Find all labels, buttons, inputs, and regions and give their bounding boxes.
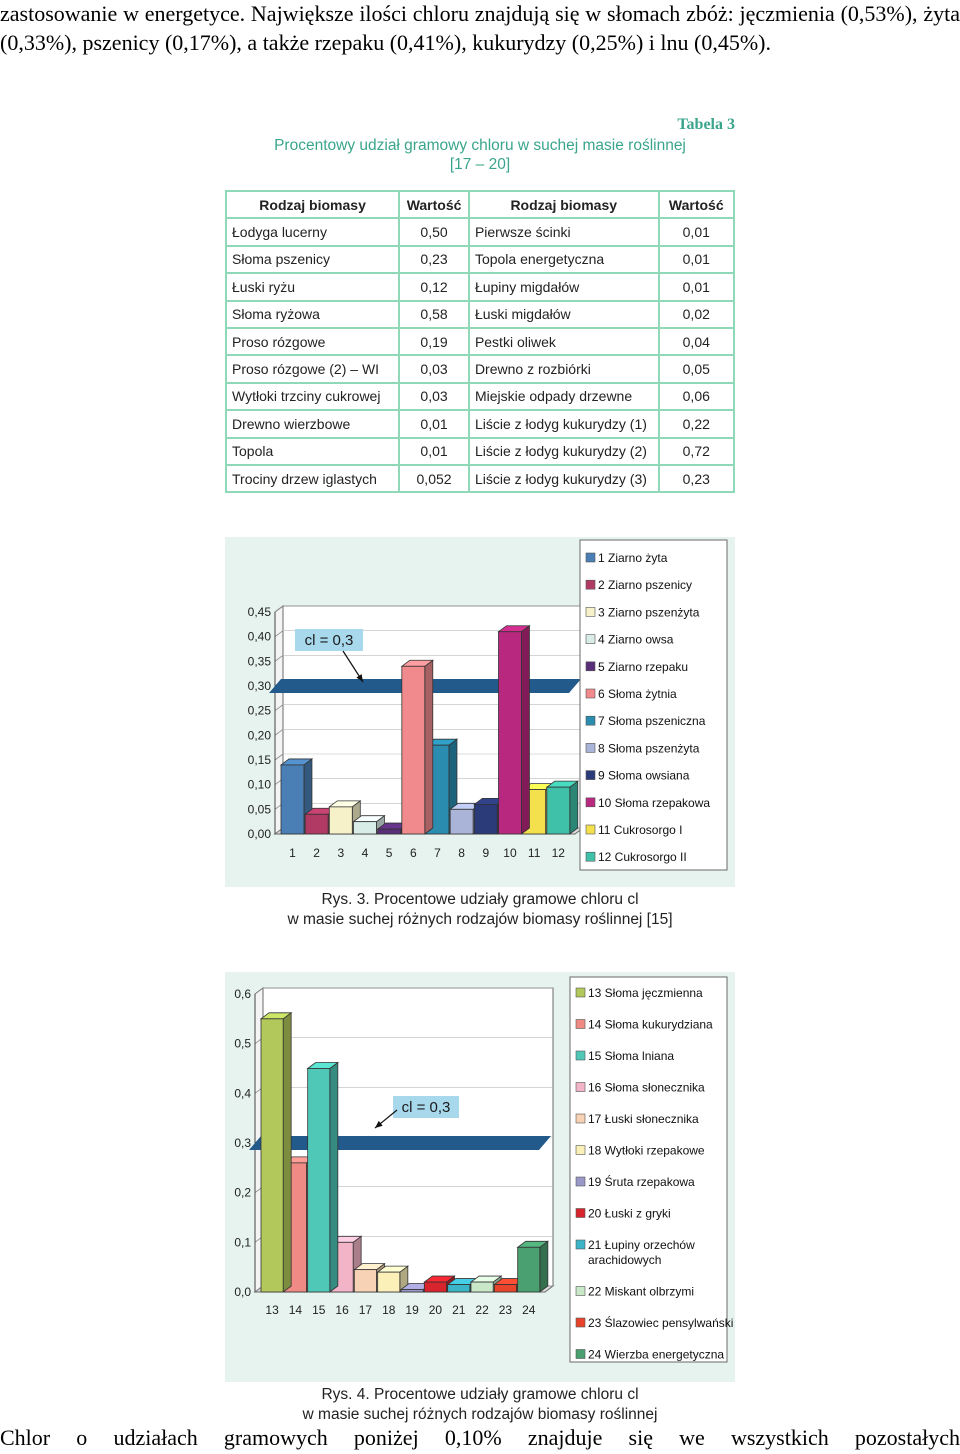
fig3-chart bbox=[225, 537, 735, 887]
y-tick-label: 0,25 bbox=[247, 703, 271, 718]
table-cell-value: 0,23 bbox=[399, 246, 469, 273]
bar-side bbox=[570, 781, 578, 834]
fig3-caption bbox=[225, 890, 735, 929]
table-cell-biomass: Wytłoki trzciny cukrowej bbox=[226, 383, 399, 410]
bar bbox=[354, 1270, 376, 1292]
legend-label: 9 Słoma owsiana bbox=[598, 768, 690, 783]
header-biomass-type-2: Rodzaj biomasy bbox=[469, 191, 659, 218]
y-tick-label: 0,00 bbox=[247, 827, 271, 841]
header-value-1: Wartość bbox=[399, 191, 469, 218]
x-tick-label: 21 bbox=[452, 1303, 466, 1317]
legend-label: 3 Ziarno pszenżyta bbox=[598, 605, 700, 620]
table-cell-value: 0,03 bbox=[399, 383, 469, 410]
fig4-caption bbox=[225, 1385, 735, 1424]
y-tick-label: 0,6 bbox=[234, 987, 251, 1001]
bar-side bbox=[425, 660, 433, 834]
x-tick-label: 7 bbox=[434, 846, 441, 860]
legend-label: 22 Miskant olbrzymi bbox=[588, 1284, 695, 1299]
x-tick-label: 20 bbox=[428, 1303, 443, 1317]
bar bbox=[547, 787, 570, 834]
legend-label: 17 Łuski słonecznika bbox=[588, 1112, 699, 1126]
x-tick-label: 14 bbox=[288, 1303, 303, 1317]
legend-label: 4 Ziarno owsa bbox=[598, 632, 674, 647]
y-tick-label: 0,2 bbox=[234, 1185, 251, 1200]
legend-label: 14 Słoma kukurydziana bbox=[588, 1017, 713, 1032]
legend-label: 6 Słoma żytnia bbox=[598, 687, 677, 701]
table-row bbox=[226, 383, 734, 410]
table-cell-biomass: Słoma pszenicy bbox=[226, 246, 399, 273]
table-cell-value: 0,02 bbox=[659, 301, 734, 328]
table-cell-value: 0,01 bbox=[659, 246, 734, 273]
y-tick-label: 0,5 bbox=[234, 1036, 251, 1051]
legend-label: arachidowych bbox=[588, 1253, 662, 1267]
legend-label: 13 Słoma jęczmienna bbox=[588, 986, 703, 1000]
x-tick-label: 17 bbox=[358, 1303, 373, 1317]
table-cell-biomass: Proso rózgowe bbox=[226, 328, 399, 355]
table-cell-value: 0,01 bbox=[399, 410, 469, 437]
annotation-label: cl = 0,3 bbox=[401, 1099, 451, 1116]
table-cell-biomass: Łuski migdałów bbox=[469, 301, 659, 328]
legend-swatch bbox=[576, 1146, 585, 1155]
legend-swatch bbox=[586, 635, 595, 644]
fig4-caption-line1: Rys. 4. Procentowe udziały gramowe chloru cl bbox=[321, 1386, 639, 1403]
table-row bbox=[226, 301, 734, 328]
table-row bbox=[226, 465, 734, 492]
legend-swatch bbox=[576, 988, 585, 997]
x-tick-label: 24 bbox=[522, 1303, 536, 1317]
x-tick-label: 13 bbox=[265, 1303, 279, 1317]
legend-swatch bbox=[576, 1020, 585, 1029]
table-cell-biomass: Topola bbox=[226, 438, 399, 465]
bar-side bbox=[540, 1241, 548, 1292]
bar bbox=[424, 1282, 446, 1292]
table-cell-value: 0,22 bbox=[659, 410, 734, 437]
legend-label: 12 Cukrosorgo II bbox=[598, 850, 687, 865]
fig3-caption-line1 bbox=[225, 890, 735, 910]
bar bbox=[281, 765, 304, 834]
legend-swatch bbox=[586, 852, 595, 861]
y-tick-label: 0,35 bbox=[247, 654, 271, 669]
x-tick-label: 9 bbox=[482, 846, 490, 860]
x-tick-label: 11 bbox=[527, 846, 541, 860]
legend-swatch bbox=[576, 1318, 585, 1327]
table-cell-value: 0,12 bbox=[399, 273, 469, 300]
legend-label: 19 Śruta rzepakowa bbox=[588, 1175, 695, 1189]
x-tick-label: 23 bbox=[498, 1303, 513, 1317]
legend-swatch bbox=[586, 662, 595, 671]
legend-label: 8 Słoma pszenżyta bbox=[598, 741, 700, 756]
bar-side bbox=[521, 626, 529, 834]
legend-label: 5 Ziarno rzepaku bbox=[598, 659, 689, 674]
bar-side bbox=[330, 1063, 338, 1293]
x-tick-label: 12 bbox=[551, 846, 565, 860]
paragraph-bottom: Chlor o udziałach gramowych poniżej 0,10% znajduje się we wszystkich pozostałych bbox=[0, 1425, 960, 1450]
fig3-caption-text1: Rys. 3. Procentowe udziały gramowe chloru cl bbox=[321, 891, 639, 908]
bar-side bbox=[283, 1013, 291, 1292]
y-tick-label: 0,4 bbox=[234, 1086, 251, 1101]
legend-swatch bbox=[576, 1240, 585, 1249]
table-label: Tabela 3 bbox=[677, 116, 735, 133]
table-row bbox=[226, 246, 734, 273]
paragraph-top: zastosowanie w energetyce. Największe ilości chloru znajdują się w słomach zbóż: jęczmienia (0,53%), żyta (0,33%), pszenicy (0,17%), a także rzepaku (0,41%), kukurydzy (0,25%) i lnu (0,45%). bbox=[0, 1, 960, 55]
legend-swatch bbox=[576, 1209, 585, 1218]
x-tick-label: 19 bbox=[405, 1303, 419, 1317]
bar bbox=[308, 1069, 330, 1293]
y-tick-label: 0,45 bbox=[247, 605, 271, 619]
legend-swatch bbox=[586, 771, 595, 780]
table-cell-biomass: Łodyga lucerny bbox=[226, 218, 399, 245]
biomass-table bbox=[225, 190, 735, 493]
bar bbox=[402, 666, 425, 834]
x-tick-label: 8 bbox=[458, 846, 465, 860]
x-tick-label: 1 bbox=[289, 846, 296, 860]
table-cell-biomass: Liście z łodyg kukurydzy (3) bbox=[469, 465, 659, 492]
legend-label: 21 Łupiny orzechów bbox=[588, 1238, 695, 1252]
y-tick-label: 0,40 bbox=[247, 629, 271, 644]
legend-swatch bbox=[576, 1083, 585, 1092]
table-cell-value: 0,01 bbox=[659, 218, 734, 245]
table-cell-value: 0,58 bbox=[399, 301, 469, 328]
table-cell-biomass: Liście z łodyg kukurydzy (1) bbox=[469, 410, 659, 437]
bar bbox=[329, 807, 352, 834]
table-cell-value: 0,052 bbox=[399, 465, 469, 492]
legend-swatch bbox=[586, 743, 595, 752]
y-tick-label: 0,05 bbox=[247, 802, 271, 817]
table-cell-biomass: Pierwsze ścinki bbox=[469, 218, 659, 245]
x-tick-label: 22 bbox=[475, 1303, 489, 1317]
header-value-2: Wartość bbox=[659, 191, 734, 218]
bar bbox=[448, 1285, 470, 1292]
bar bbox=[378, 829, 401, 834]
x-tick-label: 4 bbox=[361, 846, 369, 860]
table-cell-biomass: Łuski ryżu bbox=[226, 273, 399, 300]
y-tick-label: 0,0 bbox=[234, 1285, 251, 1299]
x-tick-label: 15 bbox=[312, 1303, 326, 1317]
table-cell-biomass: Trociny drzew iglastych bbox=[226, 465, 399, 492]
bar bbox=[401, 1290, 423, 1292]
legend-label: 7 Słoma pszeniczna bbox=[598, 714, 706, 729]
bar bbox=[305, 814, 328, 834]
table-cell-value: 0,23 bbox=[659, 465, 734, 492]
legend-swatch bbox=[576, 1350, 585, 1359]
table-row bbox=[226, 218, 734, 245]
legend-label: 11 Cukrosorgo I bbox=[598, 823, 683, 837]
legend-label: 1 Ziarno żyta bbox=[598, 551, 668, 565]
bar bbox=[450, 809, 473, 834]
table-caption-line2: [17 – 20] bbox=[449, 156, 511, 173]
y-tick-label: 0,3 bbox=[234, 1136, 251, 1150]
table-header-row bbox=[226, 191, 734, 218]
table-cell-biomass: Drewno wierzbowe bbox=[226, 410, 399, 437]
x-tick-label: 2 bbox=[313, 846, 320, 860]
table-row bbox=[226, 273, 734, 300]
annotation-label: cl = 0,3 bbox=[304, 632, 354, 649]
fig3-caption-line2: w masie suchej różnych rodzajów biomasy roślinnej [15] bbox=[287, 910, 673, 928]
x-tick-label: 6 bbox=[409, 846, 417, 860]
table-cell-biomass: Drewno z rozbiórki bbox=[469, 355, 659, 382]
x-tick-label: 5 bbox=[385, 846, 393, 860]
bar bbox=[261, 1019, 283, 1292]
header-biomass-type-1: Rodzaj biomasy bbox=[226, 191, 399, 218]
table-cell-value: 0,04 bbox=[659, 328, 734, 355]
bar bbox=[518, 1247, 540, 1292]
bar bbox=[354, 822, 377, 834]
table-caption bbox=[226, 136, 734, 174]
table-cell-value: 0,03 bbox=[399, 355, 469, 382]
table-row bbox=[226, 355, 734, 382]
y-tick-label: 0,30 bbox=[247, 679, 271, 693]
legend-box bbox=[570, 977, 727, 1362]
legend-label: 10 Słoma rzepakowa bbox=[598, 795, 711, 810]
y-tick-label: 0,15 bbox=[247, 753, 271, 767]
x-tick-label: 3 bbox=[337, 846, 345, 860]
table-row bbox=[226, 328, 734, 355]
table-cell-value: 0,19 bbox=[399, 328, 469, 355]
bar bbox=[471, 1282, 493, 1292]
table-cell-biomass: Słoma ryżowa bbox=[226, 301, 399, 328]
table-cell-value: 0,72 bbox=[659, 438, 734, 465]
table-cell-biomass: Topola energetyczna bbox=[469, 246, 659, 273]
x-tick-label: 18 bbox=[382, 1303, 396, 1317]
x-tick-label: 10 bbox=[503, 846, 517, 860]
legend-swatch bbox=[586, 689, 595, 698]
table-row bbox=[226, 410, 734, 437]
fig4-chart bbox=[225, 972, 735, 1382]
legend-swatch bbox=[586, 716, 595, 725]
legend-swatch bbox=[586, 607, 595, 616]
bar bbox=[474, 804, 497, 834]
y-tick-label: 0,10 bbox=[247, 777, 271, 792]
y-tick-label: 0,1 bbox=[234, 1235, 251, 1250]
table-cell-value: 0,06 bbox=[659, 383, 734, 410]
legend-label: 15 Słoma lniana bbox=[588, 1049, 675, 1063]
legend-swatch bbox=[586, 553, 595, 562]
bar bbox=[499, 632, 522, 834]
table-cell-biomass: Liście z łodyg kukurydzy (2) bbox=[469, 438, 659, 465]
table-cell-biomass: Pestki oliwek bbox=[469, 328, 659, 355]
legend-label: 23 Ślazowiec pensylwański bbox=[588, 1316, 734, 1330]
legend-swatch bbox=[576, 1114, 585, 1123]
bar bbox=[378, 1272, 400, 1292]
bar bbox=[494, 1285, 516, 1292]
table-cell-biomass: Miejskie odpady drzewne bbox=[469, 383, 659, 410]
table-row bbox=[226, 438, 734, 465]
reference-band bbox=[249, 1136, 551, 1150]
legend-label: 18 Wytłoki rzepakowe bbox=[588, 1143, 705, 1158]
legend-label: 20 Łuski z gryki bbox=[588, 1206, 671, 1221]
legend-label: 16 Słoma słonecznika bbox=[588, 1080, 705, 1095]
table-cell-value: 0,50 bbox=[399, 218, 469, 245]
fig4-caption-line2: w masie suchej różnych rodzajów biomasy roślinnej bbox=[302, 1405, 658, 1423]
y-tick-label: 0,20 bbox=[247, 728, 271, 743]
table-cell-value: 0,05 bbox=[659, 355, 734, 382]
legend-swatch bbox=[576, 1177, 585, 1186]
legend-label: 2 Ziarno pszenicy bbox=[598, 578, 693, 593]
table-cell-value: 0,01 bbox=[399, 438, 469, 465]
legend-swatch bbox=[586, 825, 595, 834]
table-cell-biomass: Proso rózgowe (2) – WI bbox=[226, 355, 399, 382]
table-caption-line1: Procentowy udział gramowy chloru w suchej masie roślinnej bbox=[274, 137, 686, 154]
legend-label: 24 Wierzba energetyczna bbox=[588, 1347, 725, 1362]
x-tick-label: 16 bbox=[335, 1303, 349, 1317]
legend-swatch bbox=[586, 798, 595, 807]
legend-swatch bbox=[576, 1051, 585, 1060]
table-cell-biomass: Łupiny migdałów bbox=[469, 273, 659, 300]
table-cell-value: 0,01 bbox=[659, 273, 734, 300]
legend-swatch bbox=[586, 580, 595, 589]
legend-swatch bbox=[576, 1287, 585, 1296]
